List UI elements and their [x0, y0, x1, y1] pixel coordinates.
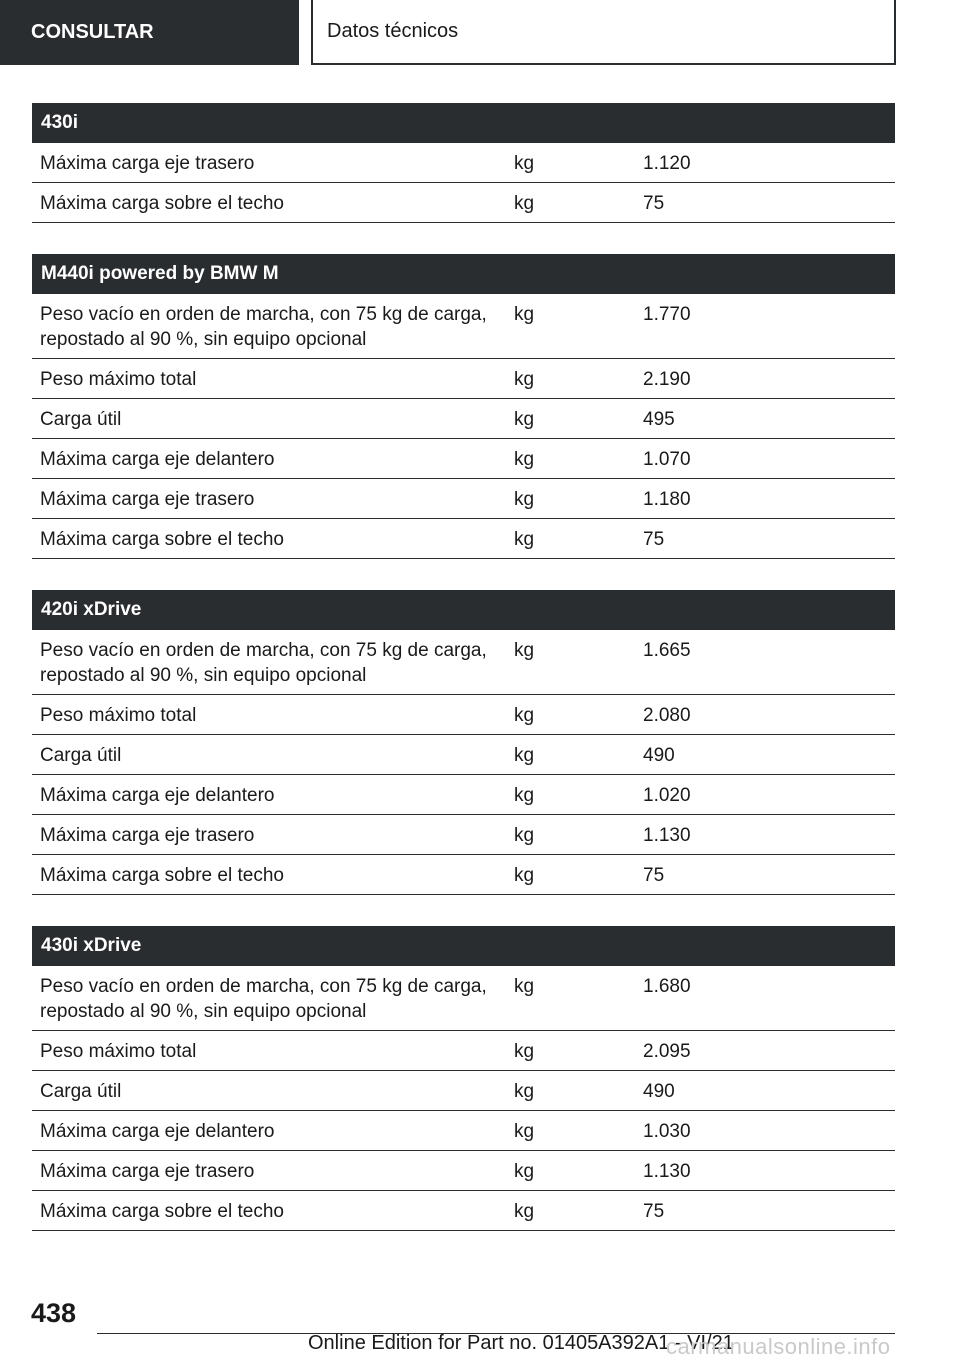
spec-unit: kg [514, 865, 535, 886]
spec-label: Peso vacío en orden de marcha, con 75 kg de carga, repostado al 90 %, sin equipo opcional [40, 640, 487, 686]
table-row [32, 1071, 895, 1111]
table-row [32, 815, 895, 855]
spec-label: Peso vacío en orden de marcha, con 75 kg de carga, repostado al 90 %, sin equipo opcional [40, 304, 487, 350]
table-row [32, 439, 895, 479]
spec-value: 1.020 [643, 785, 691, 806]
spec-label: Peso máximo total [40, 705, 197, 726]
spec-label: Peso máximo total [40, 369, 197, 390]
table-row [32, 966, 895, 1031]
spec-label: Máxima carga sobre el techo [40, 865, 284, 886]
spec-unit: kg [514, 529, 535, 550]
table-row [32, 855, 895, 895]
spec-label: Máxima carga eje delantero [40, 1121, 275, 1142]
spec-unit: kg [514, 976, 535, 997]
table-row [32, 143, 895, 183]
spec-label: Máxima carga eje trasero [40, 1161, 255, 1182]
spec-label: Máxima carga eje trasero [40, 153, 255, 174]
spec-unit: kg [514, 705, 535, 726]
table-row [32, 294, 895, 359]
section-heading: M440i powered by BMW M [32, 254, 895, 294]
spec-unit: kg [514, 785, 535, 806]
table-row [32, 479, 895, 519]
table-row [32, 1151, 895, 1191]
table-row [32, 735, 895, 775]
spec-value: 75 [643, 1201, 665, 1222]
spec-label: Carga útil [40, 1081, 122, 1102]
spec-value: 1.070 [643, 449, 691, 470]
spec-label: Máxima carga sobre el techo [40, 529, 284, 550]
spec-unit: kg [514, 304, 535, 325]
spec-value: 1.770 [643, 304, 691, 325]
spec-value: 1.665 [643, 640, 691, 661]
table-row [32, 519, 895, 559]
spec-value: 2.190 [643, 369, 691, 390]
spec-value: 1.180 [643, 489, 691, 510]
spec-section [32, 103, 895, 223]
spec-unit: kg [514, 640, 535, 661]
table-row [32, 775, 895, 815]
spec-value: 1.030 [643, 1121, 691, 1142]
table-row [32, 1111, 895, 1151]
spec-section [32, 254, 895, 559]
spec-value: 75 [643, 529, 665, 550]
spec-value: 490 [643, 745, 675, 766]
page-title: Datos técnicos [327, 20, 459, 42]
spec-value: 495 [643, 409, 675, 430]
spec-value: 2.095 [643, 1041, 691, 1062]
spec-label: Carga útil [40, 409, 122, 430]
spec-unit: kg [514, 489, 535, 510]
spec-unit: kg [514, 369, 535, 390]
page-number: 438 [31, 1298, 77, 1328]
spec-label: Carga útil [40, 745, 122, 766]
spec-value: 490 [643, 1081, 675, 1102]
spec-value: 2.080 [643, 705, 691, 726]
spec-unit: kg [514, 153, 535, 174]
table-row [32, 1191, 895, 1231]
spec-value: 75 [643, 193, 665, 214]
table-row [32, 630, 895, 695]
spec-value: 1.130 [643, 825, 691, 846]
spec-label: Máxima carga eje delantero [40, 449, 275, 470]
spec-label: Máxima carga sobre el techo [40, 193, 284, 214]
spec-unit: kg [514, 1121, 535, 1142]
spec-unit: kg [514, 745, 535, 766]
spec-value: 75 [643, 865, 665, 886]
edition-text: Online Edition for Part no. 01405A392A1 - VI/21 [308, 1332, 734, 1354]
table-row [32, 359, 895, 399]
spec-unit: kg [514, 193, 535, 214]
section-heading: 430i [32, 103, 895, 143]
table-row [32, 183, 895, 223]
section-tab [0, 0, 299, 65]
spec-label: Máxima carga sobre el techo [40, 1201, 284, 1222]
spec-value: 1.680 [643, 976, 691, 997]
spec-unit: kg [514, 1201, 535, 1222]
spec-label: Máxima carga eje trasero [40, 489, 255, 510]
table-row [32, 1031, 895, 1071]
spec-value: 1.120 [643, 153, 691, 174]
section-heading: 430i xDrive [32, 926, 895, 966]
table-row [32, 695, 895, 735]
specs-content [32, 103, 895, 1262]
watermark: carmanualsonline.info [666, 1334, 891, 1359]
section-heading: 420i xDrive [32, 590, 895, 630]
spec-label: Máxima carga eje trasero [40, 825, 255, 846]
section-tab-label: CONSULTAR [31, 21, 154, 43]
spec-label: Peso máximo total [40, 1041, 197, 1062]
spec-label: Peso vacío en orden de marcha, con 75 kg de carga, repostado al 90 %, sin equipo opcional [40, 976, 487, 1022]
spec-section [32, 590, 895, 895]
spec-unit: kg [514, 409, 535, 430]
spec-value: 1.130 [643, 1161, 691, 1182]
spec-unit: kg [514, 449, 535, 470]
page-header [311, 0, 896, 65]
spec-unit: kg [514, 1161, 535, 1182]
table-row [32, 399, 895, 439]
spec-label: Máxima carga eje delantero [40, 785, 275, 806]
spec-unit: kg [514, 825, 535, 846]
spec-section [32, 926, 895, 1231]
spec-unit: kg [514, 1081, 535, 1102]
spec-unit: kg [514, 1041, 535, 1062]
